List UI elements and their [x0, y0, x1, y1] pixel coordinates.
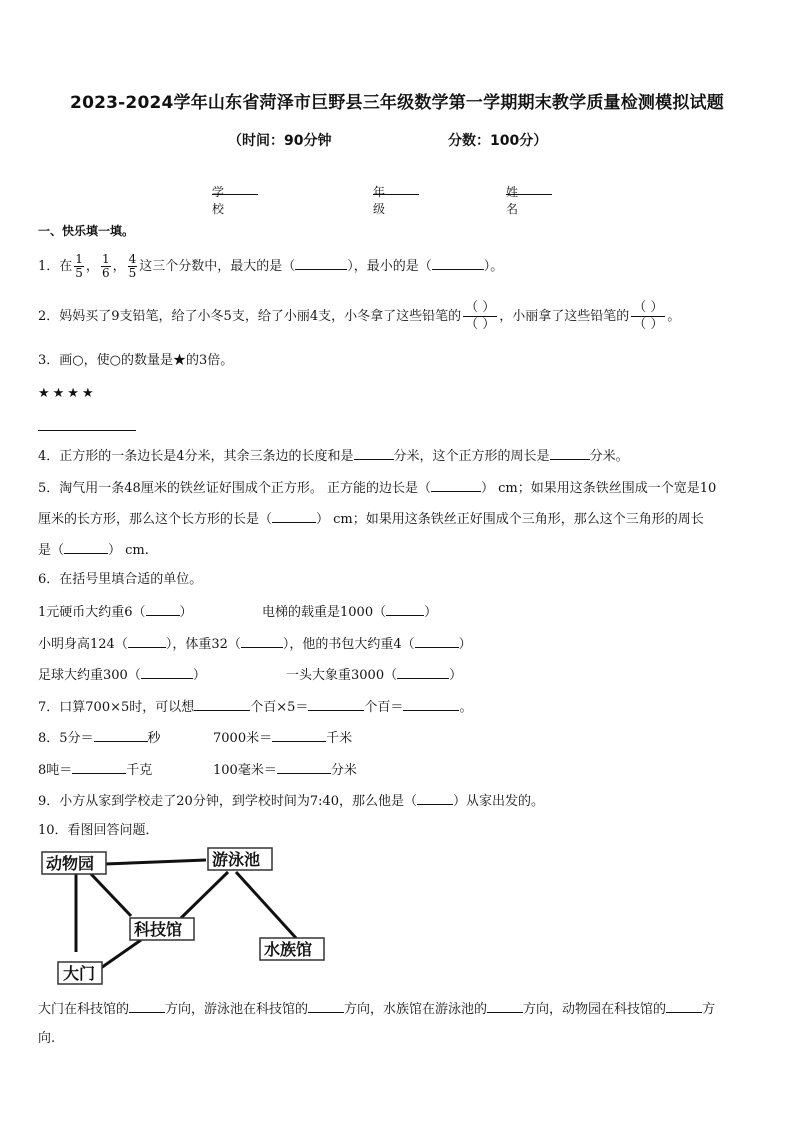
fraction-2: [101, 253, 111, 280]
q6-text: ）: [192, 668, 206, 683]
answer-blank[interactable]: [146, 602, 180, 616]
exam-time: （时间：90分钟: [228, 133, 332, 149]
answer-blank[interactable]: [128, 634, 166, 648]
q6-text: 电梯的载重是1000（: [262, 605, 387, 620]
q8-unit: 分米: [330, 763, 357, 778]
q10-text: 方向，水族馆在游泳池的: [344, 1002, 488, 1017]
fraction-num: 1: [101, 252, 110, 266]
question-5-line-2: [38, 509, 704, 529]
q6-row-1b: [262, 602, 437, 622]
q6-text: ）: [449, 668, 463, 683]
q10-text: 大门在科技馆的: [38, 1002, 130, 1017]
school-blank[interactable]: [212, 183, 258, 195]
q6-text: ）: [458, 637, 472, 652]
grade-blank[interactable]: [373, 183, 419, 195]
blank-fraction[interactable]: [463, 300, 497, 333]
answer-blank[interactable]: [64, 540, 108, 554]
answer-blank[interactable]: [272, 509, 316, 523]
label-zoo: 动物园: [46, 854, 95, 873]
label-gate: 大门: [63, 964, 96, 983]
q10-answers: [38, 999, 715, 1019]
road-tech-gate: [98, 940, 141, 970]
star-row: ★★★★: [38, 386, 97, 401]
question-1: [38, 253, 503, 280]
q10-text: 方向，游泳池在科技馆的: [165, 1002, 309, 1017]
q7-text: 个百×5＝: [250, 700, 309, 715]
q5-text: 5．淘气用一条48厘米的铁丝证好围成个正方形。 正方能的边长是（: [38, 481, 431, 496]
answer-blank[interactable]: [432, 256, 484, 270]
answer-blank[interactable]: [403, 697, 459, 711]
q4-text: 分米。: [589, 449, 629, 464]
q5-text: ） cm；如果用这条铁丝正好围成个三角形，那么这个三角形的周长: [316, 512, 704, 527]
answer-blank[interactable]: [194, 697, 250, 711]
road-zoo-tech: [91, 874, 131, 916]
q6-text: 小明身高124（: [38, 637, 128, 652]
q5-text: 厘米的长方形，那么这个长方形的长是（: [38, 512, 273, 527]
section-heading: 一、快乐填一填。: [38, 224, 135, 238]
q4-text: 4．正方形的一条边长是4分米，其余三条边的长度和是: [38, 449, 354, 464]
drawing-line[interactable]: [38, 430, 136, 431]
q4-text: 分米，这个正方形的周长是: [393, 449, 550, 464]
answer-blank[interactable]: [94, 728, 148, 742]
q1-sep: ，: [85, 259, 99, 274]
question-9: [38, 791, 544, 811]
q5-text: ） cm.: [108, 543, 149, 558]
answer-blank[interactable]: [308, 999, 344, 1013]
fraction-3: [128, 253, 138, 280]
question-8-row-1: [38, 728, 161, 748]
q7-text: 个百＝: [364, 700, 404, 715]
answer-blank[interactable]: [354, 446, 394, 460]
fraction-den: 5: [75, 266, 83, 280]
q1-sep: ，: [112, 259, 126, 274]
q6-text: 足球大约重300（: [38, 668, 141, 683]
fraction-num: 4: [128, 252, 137, 266]
q6-text: ）: [179, 605, 193, 620]
page-title: 2023-2024学年山东省菏泽市巨野县三年级数学第一学期期末教学质量检测模拟试题: [70, 93, 724, 113]
q6-text: ），他的书包大约重4（: [282, 637, 415, 652]
name-label: 姓名: [506, 185, 519, 216]
fraction-den: （ ）: [633, 317, 664, 332]
q7-text: 7．口算700×5时，可以想: [38, 700, 195, 715]
q6-row-1: [38, 602, 193, 622]
q6-row-2: [38, 634, 472, 654]
q6-row-3b: [286, 665, 462, 685]
question-8-row-2: [38, 760, 152, 780]
q2-text: ，小丽拿了这些铅笔的: [499, 309, 630, 324]
q8-unit: 秒: [147, 731, 161, 746]
q8-unit: 千克: [126, 763, 153, 778]
q5-text: ） cm；如果用这条铁丝围成一个宽是10: [480, 481, 717, 496]
q2-text: 2．妈妈买了9支铅笔，给了小冬5支，给了小丽4支，小冬拿了这些铅笔的: [38, 309, 462, 324]
grade-label: 年级: [373, 185, 386, 216]
answer-blank[interactable]: [487, 999, 523, 1013]
question-5-line-1: [38, 478, 716, 498]
q7-text: 。: [459, 700, 473, 715]
fraction-1: [74, 253, 84, 280]
answer-blank[interactable]: [386, 602, 424, 616]
fraction-num: （ ）: [633, 300, 664, 315]
question-5-line-3: [38, 540, 149, 560]
q6-text: ），体重32（: [165, 637, 241, 652]
fraction-den: 5: [128, 266, 137, 280]
q6-text: 1元硬币大约重6（: [38, 605, 146, 620]
answer-blank[interactable]: [241, 634, 283, 648]
school-label: 学校: [212, 185, 225, 216]
answer-blank[interactable]: [308, 697, 364, 711]
q6-text: 一头大象重3000（: [286, 668, 398, 683]
q1-text: ），最小的是（: [347, 259, 432, 274]
answer-blank[interactable]: [666, 999, 702, 1013]
question-10: 10．看图回答问题．: [38, 823, 159, 838]
answer-blank[interactable]: [550, 446, 590, 460]
q9-text: 9．小方从家到学校走了20分钟，到学校时间为7:40，那么他是（: [38, 794, 418, 809]
q10-text: 方: [702, 1002, 716, 1017]
answer-blank[interactable]: [277, 760, 331, 774]
q8-text: 7000米＝: [213, 731, 273, 746]
answer-blank[interactable]: [295, 256, 347, 270]
blank-fraction[interactable]: [631, 300, 665, 333]
q1-text: ）。: [483, 259, 504, 274]
question-2: [38, 300, 680, 333]
q6-row-3: [38, 665, 206, 685]
road-zoo-pool: [105, 860, 206, 864]
exam-score: 分数：100分）: [448, 133, 548, 149]
label-pool: 游泳池: [212, 850, 261, 869]
q8-text: 8．5分＝: [38, 731, 94, 746]
map-diagram: [36, 842, 336, 992]
q8-unit: 千米: [326, 731, 353, 746]
q10-text: 方向，动物园在科技馆的: [523, 1002, 667, 1017]
q10-answers-tail: 向.: [38, 1031, 56, 1046]
question-8-row-1b: [213, 728, 352, 748]
road-pool-tech: [181, 872, 228, 918]
answer-blank[interactable]: [417, 791, 453, 805]
q5-text: 是（: [38, 543, 65, 558]
answer-blank[interactable]: [431, 478, 481, 492]
q8-text: 8吨＝: [38, 763, 73, 778]
answer-blank[interactable]: [72, 760, 126, 774]
q9-text: ）从家出发的。: [453, 794, 545, 809]
answer-blank[interactable]: [272, 728, 326, 742]
q1-prefix: 1．在: [38, 259, 73, 274]
answer-blank[interactable]: [129, 999, 165, 1013]
q1-text: 这三个分数中，最大的是（: [139, 259, 296, 274]
answer-blank[interactable]: [397, 665, 449, 679]
fraction-den: 6: [101, 266, 110, 280]
fraction-num: 1: [75, 252, 83, 266]
fraction-num: （ ）: [465, 300, 496, 315]
label-aquarium: 水族馆: [264, 940, 313, 959]
road-pool-aquarium: [236, 872, 296, 938]
answer-blank[interactable]: [141, 665, 193, 679]
question-3: 3．画○，使○的数量是★的3倍。: [38, 353, 234, 368]
question-7: [38, 697, 472, 717]
answer-blank[interactable]: [415, 634, 459, 648]
question-6: 6．在括号里填合适的单位。: [38, 572, 203, 587]
q8-text: 100毫米＝: [213, 763, 277, 778]
label-tech: 科技馆: [134, 920, 183, 939]
name-blank[interactable]: [506, 183, 552, 195]
question-8-row-2b: [213, 760, 357, 780]
question-4: [38, 446, 629, 466]
q6-text: ）: [424, 605, 438, 620]
fraction-den: （ ）: [465, 317, 496, 332]
q2-text: 。: [667, 309, 681, 324]
